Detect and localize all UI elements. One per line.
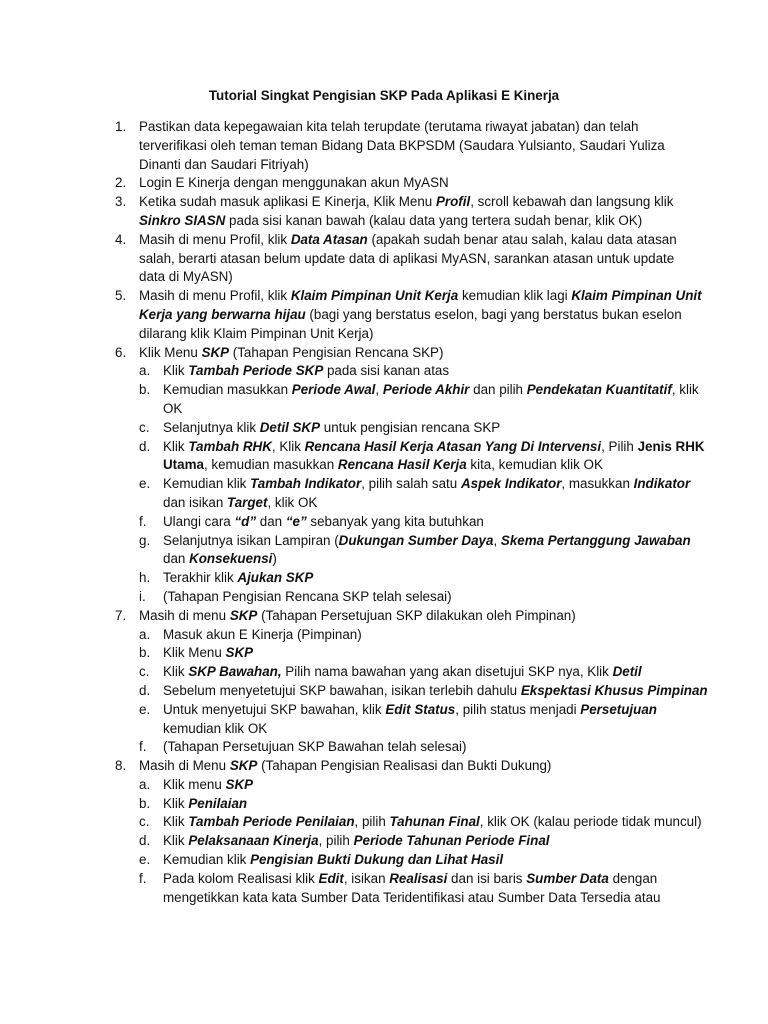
sub-list-item-text-line: Klik SKP Bawahan, Pilih nama bawahan yang akan disetujui SKP nya, Klik Detil [163, 664, 642, 680]
list-item [0, 118, 768, 174]
document-title: Tutorial Singkat Pengisian SKP Pada Aplikasi E Kinerja [208, 88, 560, 103]
list-item-text-line: salah, berarti atasan belum update data di aplikasi MyASN, sarankan atasan untuk update [139, 250, 675, 266]
list-item-text-line: Masih di menu Profil, klik Klaim Pimpinan Unit Kerja kemudian klik lagi Klaim Pimpinan Unit [139, 288, 702, 304]
sub-list-item-text-line: Selanjutnya klik Detil SKP untuk pengisian rencana SKP [163, 419, 501, 435]
list-item-number: 5. [115, 288, 127, 304]
sub-list-item-letter: a. [139, 626, 151, 642]
sub-list-item-text-line: Klik Menu SKP [163, 645, 254, 661]
sub-list-item [0, 532, 768, 570]
sub-list-item-text-line: Selanjutnya isikan Lampiran (Dukungan Sumber Daya, Skema Pertanggung Jawaban [163, 532, 691, 548]
sub-list-item [0, 682, 768, 701]
sub-list-item [0, 851, 768, 870]
list-item [0, 174, 768, 193]
list-item-text-line: Login E Kinerja dengan menggunakan akun MyASN [139, 175, 449, 191]
sub-list-item [0, 832, 768, 851]
list-item-text-line: Masih di Menu SKP (Tahapan Pengisian Realisasi dan Bukti Dukung) [139, 758, 552, 774]
sub-list-item [0, 738, 768, 757]
list-item [0, 344, 768, 363]
sub-list-item-text-line: Untuk menyetujui SKP bawahan, klik Edit Status, pilih status menjadi Persetujuan [163, 701, 657, 717]
list-item-number: 2. [115, 175, 127, 191]
sub-list-item-text-line: Kemudian klik Tambah Indikator, pilih salah satu Aspek Indikator, masukkan Indikator [163, 476, 691, 492]
sub-list-item [0, 644, 768, 663]
list-item [0, 607, 768, 626]
list-item-number: 6. [115, 344, 127, 360]
list-item-number: 1. [115, 119, 127, 134]
list-item [0, 757, 768, 776]
list-item-text-line: Pastikan data kepegawaian kita telah terupdate (terutama riwayat jabatan) dan telah [139, 119, 639, 134]
sub-list-item-letter: c. [139, 664, 150, 680]
sub-list-item-text-line: (Tahapan Persetujuan SKP Bawahan telah selesai) [163, 739, 467, 755]
sub-list-item-letter: e. [139, 476, 151, 492]
sub-list-item-letter: e. [139, 852, 151, 868]
sub-list-item-text-line: Klik menu SKP [163, 776, 254, 792]
sub-list-item [0, 701, 768, 739]
sub-list-item-letter: a. [139, 776, 151, 792]
sub-list-item-text-line: Kemudian masukkan Periode Awal, Periode Akhir dan pilih Pendekatan Kuantitatif, klik [163, 382, 699, 398]
sub-list-item [0, 870, 768, 908]
sub-list-item-letter: f. [139, 739, 147, 755]
sub-list-item [0, 475, 768, 513]
sub-list-item [0, 513, 768, 532]
sub-list-item [0, 626, 768, 645]
list-item-number: 4. [115, 231, 127, 247]
sub-list-item-letter: i. [139, 588, 146, 604]
sub-list-item [0, 569, 768, 588]
list-item-number: 7. [115, 607, 127, 623]
list-item-number: 8. [115, 758, 127, 774]
sub-list-item-text-line: Klik Tambah RHK, Klik Rencana Hasil Kerja Atasan Yang Di Intervensi, Pilih Jenis RHK [163, 438, 705, 454]
sub-list-item-text-line: Klik Penilaian [163, 795, 248, 811]
list-item [0, 193, 768, 231]
sub-list-item [0, 362, 768, 381]
list-item-text-line: Klik Menu SKP (Tahapan Pengisian Rencana SKP) [139, 344, 444, 360]
sub-list-item-text-line: (Tahapan Pengisian Rencana SKP telah selesai) [163, 588, 452, 604]
sub-list-item-text-line: mengetikkan kata kata Sumber Data Teridentifikasi atau Sumber Data Tersedia atau [163, 889, 661, 905]
sub-list-item [0, 795, 768, 814]
sub-list-item-text-line: Sebelum menyetetujui SKP bawahan, isikan terlebih dahulu Ekspektasi Khusus Pimpinan [163, 682, 708, 698]
sub-list-item [0, 438, 768, 476]
sub-list-item [0, 663, 768, 682]
sub-list-item-text-line: Terakhir klik Ajukan SKP [163, 570, 314, 586]
sub-list-item-letter: f. [139, 870, 147, 886]
list-item-text-line: Ketika sudah masuk aplikasi E Kinerja, Klik Menu Profil, scroll kebawah dan langsung klik [139, 194, 674, 210]
numbered-list [0, 118, 768, 907]
sub-list-item-text-line: Utama, kemudian masukkan Rencana Hasil Kerja kita, kemudian klik OK [163, 457, 603, 473]
sub-list-item-text-line: Klik Pelaksanaan Kinerja, pilih Periode Tahunan Periode Final [163, 833, 550, 849]
list-item-text-line: terverifikasi oleh teman teman Bidang Data BKPSDM (Saudara Yulsianto, Saudari Yuliza [139, 137, 665, 153]
sub-list-item-text-line: Klik Tambah Periode Penilaian, pilih Tahunan Final, klik OK (kalau periode tidak muncul) [163, 814, 702, 830]
sub-list-item [0, 813, 768, 832]
sub-list-item-text-line: OK [163, 400, 183, 416]
sub-list-item-text-line: Pada kolom Realisasi klik Edit, isikan Realisasi dan isi baris Sumber Data dengan [163, 870, 658, 886]
sub-list-item-text-line: dan isikan Target, klik OK [163, 494, 318, 510]
list-item-text-line: Masih di menu SKP (Tahapan Persetujuan SKP dilakukan oleh Pimpinan) [139, 607, 576, 623]
list-item-text-line: Masih di menu Profil, klik Data Atasan (apakah sudah benar atau salah, kalau data atasan [139, 231, 677, 247]
sub-list-item-text-line: Klik Tambah Periode SKP pada sisi kanan atas [163, 363, 450, 379]
sub-list-item-letter: a. [139, 363, 151, 379]
sub-list-item-letter: f. [139, 513, 147, 529]
sub-list-item-letter: d. [139, 833, 151, 849]
sub-list-item [0, 588, 768, 607]
list-item-text-line: Kerja yang berwarna hijau (bagi yang berstatus eselon, bagi yang berstatus bukan eselon [139, 306, 682, 322]
list-item-text-line: dilarang klik Klaim Pimpinan Unit Kerja) [139, 325, 374, 341]
sub-list-item-text-line: kemudian klik OK [163, 720, 268, 736]
sub-list-item-letter: d. [139, 682, 151, 698]
list-item-text-line: data di MyASN) [139, 269, 233, 285]
sub-list-item-letter: d. [139, 438, 151, 454]
sub-list-item-text-line: Masuk akun E Kinerja (Pimpinan) [163, 626, 362, 642]
list-item-text-line: Sinkro SIASN pada sisi kanan bawah (kalau data yang tertera sudah benar, klik OK) [139, 212, 643, 228]
sub-list-item [0, 419, 768, 438]
sub-list-item-letter: b. [139, 645, 151, 661]
sub-list-item-letter: h. [139, 570, 151, 586]
sub-list-item-letter: b. [139, 382, 151, 398]
list-item-number: 3. [115, 194, 127, 210]
list-item [0, 287, 768, 343]
sub-list-item-text-line: Kemudian klik Pengisian Bukti Dukung dan Lihat Hasil [163, 852, 504, 868]
sub-list-item-text-line: dan Konsekuensi) [163, 551, 277, 567]
list-item [0, 231, 768, 287]
sub-list-item [0, 776, 768, 795]
list-item-text-line: Dinanti dan Saudari Fitriyah) [139, 156, 309, 172]
sub-list-item-letter: c. [139, 814, 150, 830]
sub-list-item-letter: e. [139, 701, 151, 717]
sub-list-item [0, 381, 768, 419]
sub-list-item-letter: c. [139, 419, 150, 435]
sub-list-item-text-line: Ulangi cara “d” dan “e” sebanyak yang kita butuhkan [163, 513, 484, 529]
sub-list-item-letter: b. [139, 795, 151, 811]
sub-list-item-letter: g. [139, 532, 151, 548]
